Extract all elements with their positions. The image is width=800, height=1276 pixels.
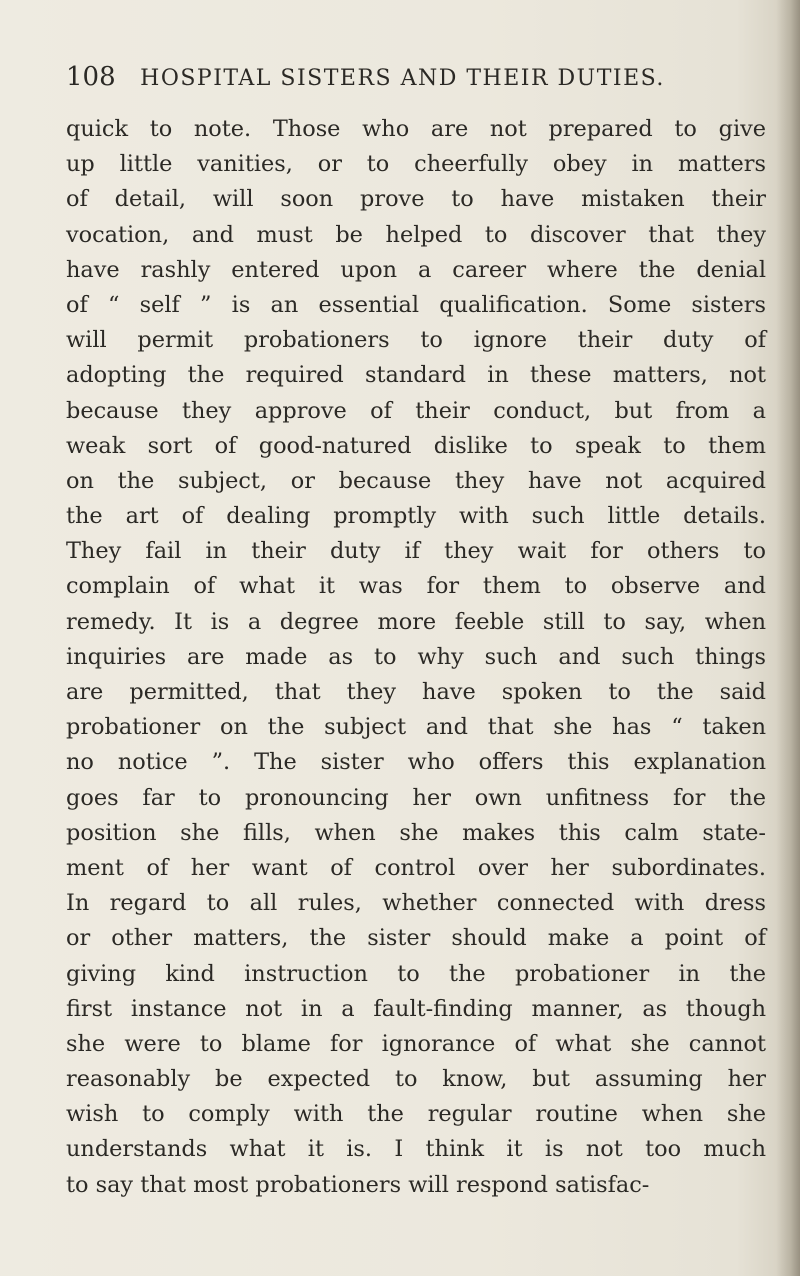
text-line: on the subject, or because they have not acquired <box>66 467 766 494</box>
text-line: position she fills, when she makes this calm state- <box>66 819 766 846</box>
text-line: vocation, and must be helped to discover that they <box>66 221 766 248</box>
text-line: complain of what it was for them to observe and <box>66 573 766 600</box>
text-line: weak sort of good-natured dislike to speak to them <box>66 432 766 459</box>
text-line: the art of dealing promptly with such little details. <box>66 503 766 530</box>
text-line: or other matters, the sister should make a point of <box>66 925 766 952</box>
text-line: inquiries are made as to why such and such things <box>66 643 766 670</box>
text-line: adopting the required standard in these matters, not <box>66 362 766 389</box>
text-line: quick to note. Those who are not prepared to give <box>66 116 766 142</box>
text-line: no notice ”. The sister who offers this explanation <box>66 749 766 776</box>
text-line: reasonably be expected to know, but assuming her <box>66 1066 766 1093</box>
text-line: understands what it is. I think it is not too much <box>66 1136 766 1163</box>
text-line: of detail, will soon prove to have mistaken their <box>66 186 766 213</box>
text-line: They fail in their duty if they wait for others to <box>66 538 766 565</box>
text-line: remedy. It is a degree more feeble still to say, when <box>66 608 766 635</box>
page-edge-shadow <box>776 0 800 1276</box>
running-title: HOSPITAL SISTERS AND THEIR DUTIES. <box>140 66 665 91</box>
running-head <box>66 62 706 102</box>
text-line: probationer on the subject and that she has “ taken <box>66 714 766 741</box>
text-line: are permitted, that they have spoken to the said <box>66 679 766 705</box>
page-number: 108 <box>66 62 116 92</box>
text-line: she were to blame for ignorance of what she cannot <box>66 1030 766 1057</box>
text-line: up little vanities, or to cheerfully obey in matters <box>66 151 766 178</box>
text-line: have rashly entered upon a career where the denial <box>66 256 766 283</box>
text-line: giving kind instruction to the probationer in the <box>66 960 766 987</box>
text-line: first instance not in a fault-finding manner, as though <box>66 995 766 1022</box>
text-line: ment of her want of control over her subordinates. <box>66 854 766 881</box>
text-line: wish to comply with the regular routine when she <box>66 1101 766 1128</box>
text-line: In regard to all rules, whether connected with dress <box>66 890 766 917</box>
text-line: of “ self ” is an essential qualification. Some sisters <box>66 291 766 318</box>
text-line: because they approve of their conduct, but from a <box>66 397 766 424</box>
text-line: will permit probationers to ignore their duty of <box>66 327 766 354</box>
text-line: goes far to pronouncing her own unfitness for the <box>66 784 766 811</box>
body-text <box>66 112 776 1203</box>
text-line: to say that most probationers will respond satisfac- <box>66 1171 650 1198</box>
